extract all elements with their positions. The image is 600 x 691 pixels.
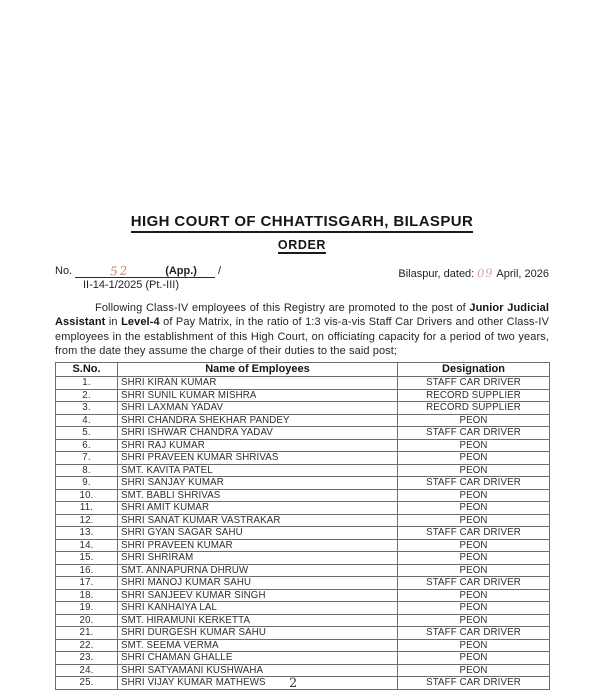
employee-table-body <box>56 377 550 690</box>
cell-designation: STAFF CAR DRIVER <box>398 577 550 590</box>
cell-sno: 22. <box>56 639 118 652</box>
cell-name: SHRI CHAMAN GHALLE <box>118 652 398 665</box>
cell-name: SHRI KANHAIYA LAL <box>118 602 398 615</box>
cell-designation: PEON <box>398 464 550 477</box>
cell-sno: 14. <box>56 539 118 552</box>
cell-sno: 6. <box>56 439 118 452</box>
cell-name: SHRI MANOJ KUMAR SAHU <box>118 577 398 590</box>
cell-designation: PEON <box>398 602 550 615</box>
table-row <box>56 602 550 615</box>
page-title: HIGH COURT OF CHHATTISGARH, BILASPUR <box>131 213 473 233</box>
cell-designation: PEON <box>398 539 550 552</box>
cell-sno: 7. <box>56 452 118 465</box>
handwritten-date: 09 <box>476 265 495 281</box>
cell-sno: 2. <box>56 389 118 402</box>
cell-designation: STAFF CAR DRIVER <box>398 677 550 690</box>
table-row <box>56 489 550 502</box>
table-row <box>56 577 550 590</box>
table-row <box>56 464 550 477</box>
para-mid: in <box>105 316 122 329</box>
cell-sno: 13. <box>56 527 118 540</box>
no-label: No. <box>55 265 73 277</box>
cell-designation: PEON <box>398 652 550 665</box>
cell-designation: PEON <box>398 589 550 602</box>
table-row <box>56 614 550 627</box>
cell-sno: 10. <box>56 489 118 502</box>
table-row <box>56 452 550 465</box>
court-order-page <box>55 213 549 690</box>
cell-designation: PEON <box>398 439 550 452</box>
place-date-label: Bilaspur, dated: <box>398 268 475 280</box>
cell-sno: 5. <box>56 427 118 440</box>
cell-designation: PEON <box>398 502 550 515</box>
table-row <box>56 552 550 565</box>
order-number-line <box>55 265 221 278</box>
table-row <box>56 539 550 552</box>
app-label: (App.) <box>165 265 197 277</box>
table-row <box>56 414 550 427</box>
cell-name: SHRI GYAN SAGAR SAHU <box>118 527 398 540</box>
cell-designation: RECORD SUPPLIER <box>398 389 550 402</box>
cell-sno: 15. <box>56 552 118 565</box>
cell-name: SMT. KAVITA PATEL <box>118 464 398 477</box>
place-date-block <box>398 265 549 280</box>
file-number: II-14-1/2025 (Pt.-III) <box>83 279 179 291</box>
cell-designation: STAFF CAR DRIVER <box>398 477 550 490</box>
cell-name: SHRI AMIT KUMAR <box>118 502 398 515</box>
table-row <box>56 427 550 440</box>
cell-sno: 20. <box>56 614 118 627</box>
cell-name: SHRI SANJAY KUMAR <box>118 477 398 490</box>
table-row <box>56 664 550 677</box>
cell-sno: 11. <box>56 502 118 515</box>
cell-sno: 12. <box>56 514 118 527</box>
table-row <box>56 627 550 640</box>
table-row <box>56 514 550 527</box>
para-rest: of Pay Matrix, in the ratio of 1:3 vis-a-vis Staff Car Drivers and other Class-IV employees in the establishment of this High Court, on officiating capacity for a period of two years, from the date they assume the charge of their duties to the said post; <box>55 316 550 357</box>
cell-name: SHRI ISHWAR CHANDRA YADAV <box>118 427 398 440</box>
cell-name: SMT. SEEMA VERMA <box>118 639 398 652</box>
cell-designation: PEON <box>398 414 550 427</box>
cell-sno: 24. <box>56 664 118 677</box>
order-number-block <box>55 265 221 292</box>
blank-underline-short <box>199 265 215 278</box>
cell-name: SMT. HIRAMUNI KERKETTA <box>118 614 398 627</box>
cell-name: SHRI VIJAY KUMAR MATHEWS <box>118 677 398 690</box>
para-bold-post: Junior Judicial Assistant <box>55 302 549 329</box>
reference-row <box>55 265 549 292</box>
cell-name: SHRI PRAVEEN KUMAR <box>118 539 398 552</box>
cell-name: SHRI LAXMAN YADAV <box>118 402 398 415</box>
cell-name: SHRI SUNIL KUMAR MISHRA <box>118 389 398 402</box>
para-start: Following Class-IV employees of this Registry are promoted to the post of <box>95 302 470 314</box>
cell-name: SHRI SATYAMANI KUSHWAHA <box>118 664 398 677</box>
cell-name: SHRI SHRIRAM <box>118 552 398 565</box>
table-row <box>56 439 550 452</box>
cell-sno: 23. <box>56 652 118 665</box>
order-number-blank <box>75 265 163 278</box>
cell-designation: STAFF CAR DRIVER <box>398 627 550 640</box>
order-subtitle: ORDER <box>277 238 327 252</box>
table-row <box>56 652 550 665</box>
cell-sno: 9. <box>56 477 118 490</box>
cell-name: SHRI DURGESH KUMAR SAHU <box>118 627 398 640</box>
slash-separator: / <box>218 265 222 277</box>
table-row <box>56 564 550 577</box>
cell-name: SHRI RAJ KUMAR <box>118 439 398 452</box>
table-header-row <box>56 363 550 377</box>
date-text: April, 2026 <box>496 268 549 280</box>
cell-designation: PEON <box>398 564 550 577</box>
cell-sno: 18. <box>56 589 118 602</box>
cell-sno: 16. <box>56 564 118 577</box>
cell-designation: STAFF CAR DRIVER <box>398 377 550 390</box>
cell-designation: PEON <box>398 489 550 502</box>
cell-name: SMT. BABLI SHRIVAS <box>118 489 398 502</box>
cell-name: SHRI KIRAN KUMAR <box>118 377 398 390</box>
cell-name: SHRI SANJEEV KUMAR SINGH <box>118 589 398 602</box>
table-row <box>56 677 550 690</box>
header-sno: S.No. <box>56 363 118 377</box>
cell-name: SMT. ANNAPURNA DHRUW <box>118 564 398 577</box>
table-row <box>56 377 550 390</box>
table-row <box>56 502 550 515</box>
handwritten-order-number: 52 <box>109 263 130 279</box>
cell-designation: PEON <box>398 514 550 527</box>
table-row <box>56 639 550 652</box>
cell-sno: 3. <box>56 402 118 415</box>
cell-sno: 1. <box>56 377 118 390</box>
header-name: Name of Employees <box>118 363 398 377</box>
table-row <box>56 589 550 602</box>
cell-designation: RECORD SUPPLIER <box>398 402 550 415</box>
document-subheader <box>55 236 549 254</box>
employee-table <box>55 362 550 690</box>
document-header <box>55 213 549 233</box>
header-designation: Designation <box>398 363 550 377</box>
cell-sno: 4. <box>56 414 118 427</box>
cell-designation: PEON <box>398 614 550 627</box>
cell-designation: PEON <box>398 639 550 652</box>
cell-sno: 17. <box>56 577 118 590</box>
table-row <box>56 477 550 490</box>
cell-designation: STAFF CAR DRIVER <box>398 527 550 540</box>
cell-sno: 25. <box>56 677 118 690</box>
cell-sno: 19. <box>56 602 118 615</box>
cell-designation: STAFF CAR DRIVER <box>398 427 550 440</box>
order-body-paragraph <box>55 301 549 358</box>
table-row <box>56 389 550 402</box>
cell-designation: PEON <box>398 664 550 677</box>
cell-designation: PEON <box>398 552 550 565</box>
cell-name: SHRI PRAVEEN KUMAR SHRIVAS <box>118 452 398 465</box>
cell-sno: 8. <box>56 464 118 477</box>
para-bold-level: Level-4 <box>121 316 160 329</box>
cell-designation: PEON <box>398 452 550 465</box>
page-number: 2 <box>289 676 298 691</box>
table-row <box>56 402 550 415</box>
cell-sno: 21. <box>56 627 118 640</box>
cell-name: SHRI CHANDRA SHEKHAR PANDEY <box>118 414 398 427</box>
table-row <box>56 527 550 540</box>
cell-name: SHRI SANAT KUMAR VASTRAKAR <box>118 514 398 527</box>
